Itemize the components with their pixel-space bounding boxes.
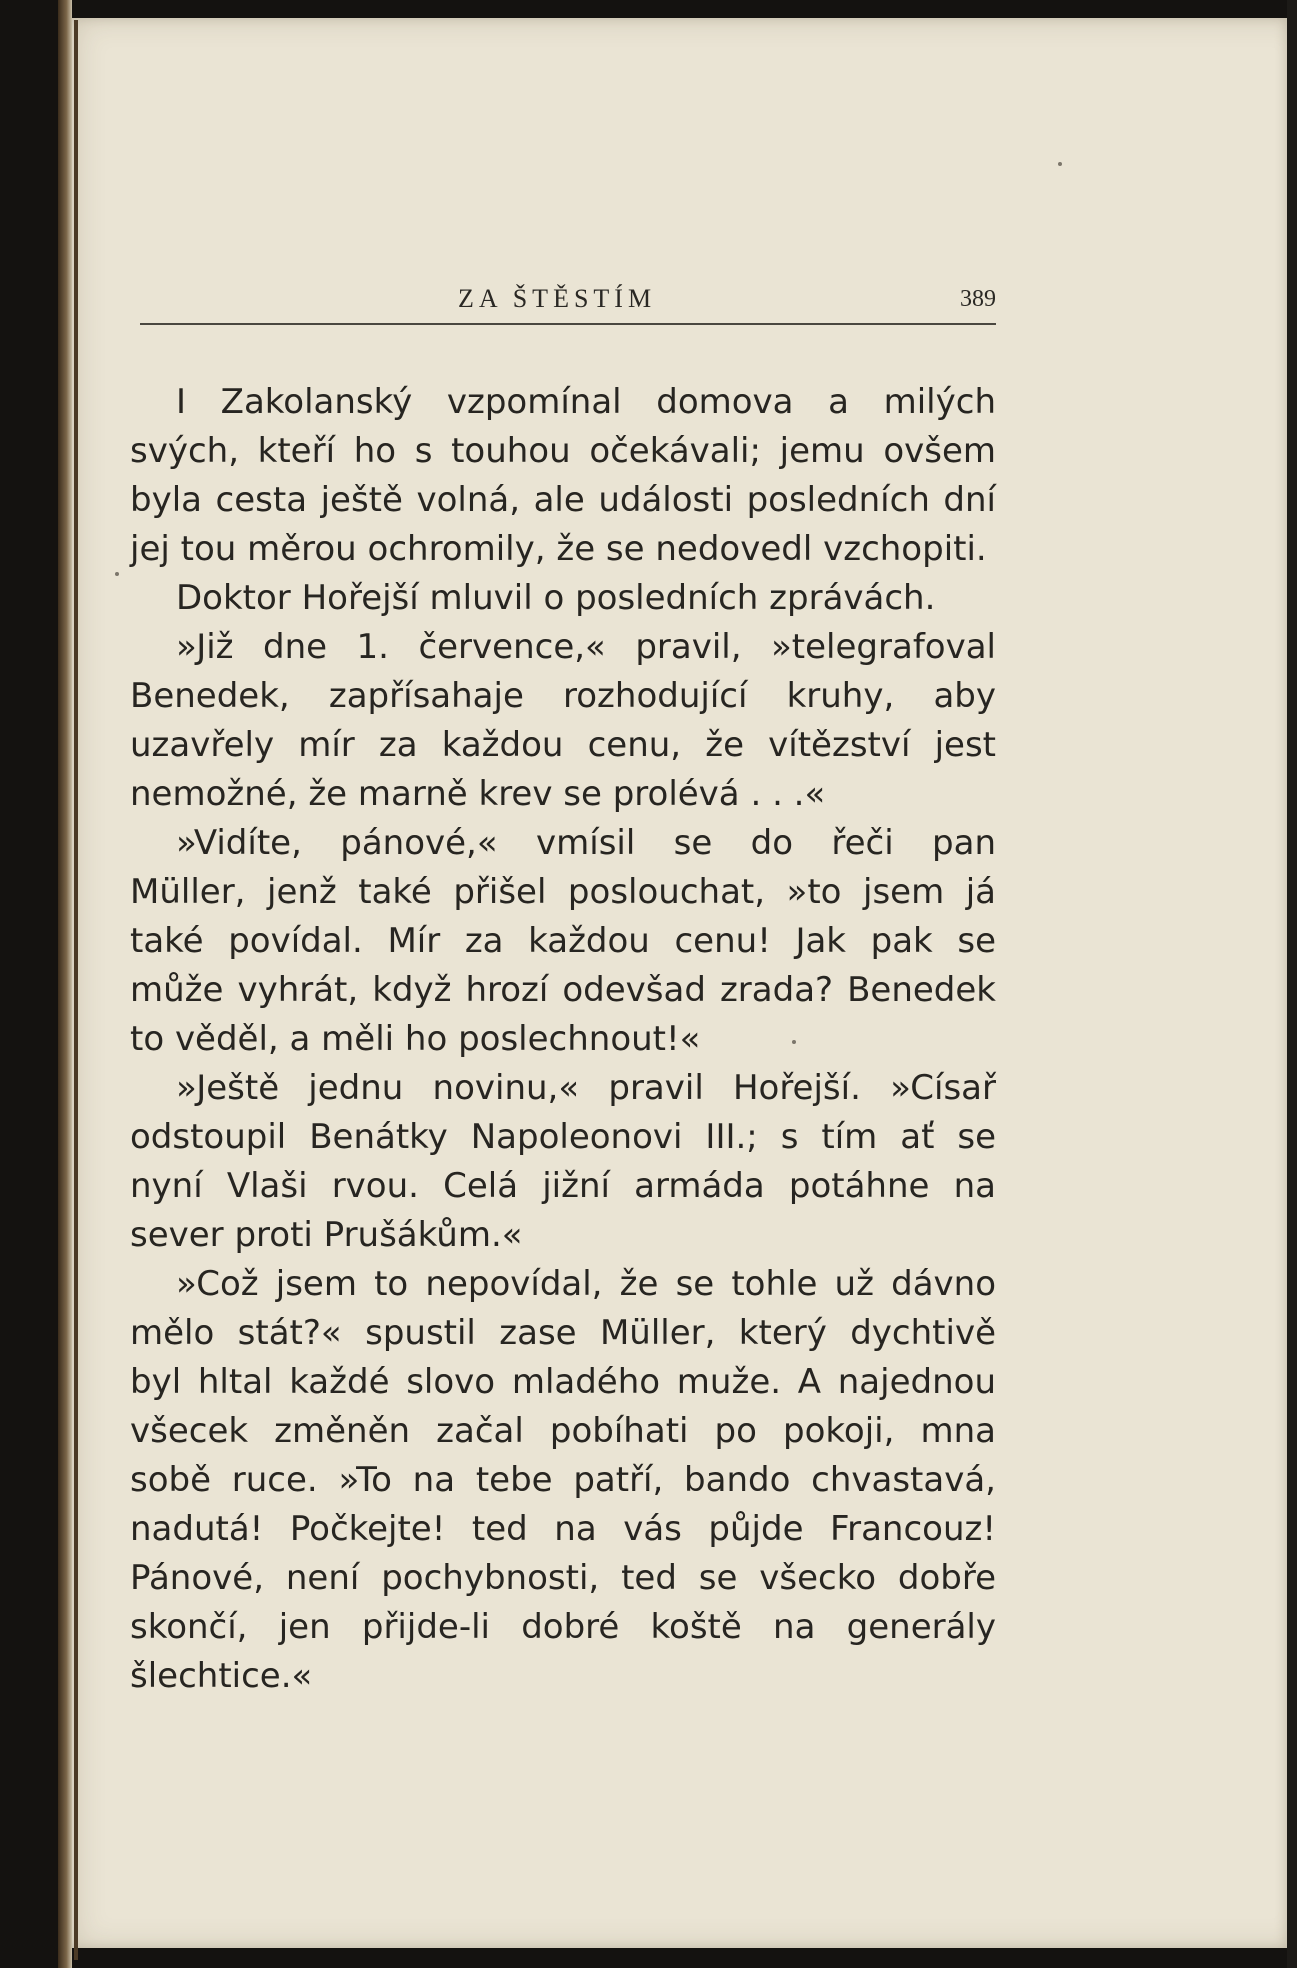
text-line: mělo stát?« spustil zase Müller, který dychtivě [130, 1313, 996, 1353]
text-line: uzavřely mír za každou cenu, že vítězství jest [130, 725, 996, 765]
text-line: může vyhrát, když hrozí odevšad zrada? Benedek [130, 970, 996, 1010]
text-line: Müller, jenž také přišel poslouchat, »to jsem já [130, 872, 996, 912]
text-line: také povídal. Mír za každou cenu! Jak pak se [130, 921, 996, 961]
running-header [140, 276, 996, 328]
text-line: svých, kteří ho s touhou očekávali; jemu ovšem [130, 431, 996, 471]
text-line: to věděl, a měli ho poslechnout!« [130, 1019, 701, 1059]
gutter-shadow [74, 20, 78, 1960]
text-line: šlechtice.« [130, 1656, 313, 1696]
text-line: »Vidíte, pánové,« vmísil se do řeči pan [176, 823, 996, 863]
text-line: jej tou měrou ochromily, že se nedovedl vzchopiti. [130, 529, 987, 569]
text-line: nyní Vlaši rvou. Celá jižní armáda potáhne na [130, 1166, 996, 1206]
text-line: I Zakolanský vzpomínal domova a milých [176, 382, 996, 422]
text-line: skončí, jen přijde-li dobré koště na generály [130, 1607, 996, 1647]
body-text [130, 378, 996, 1701]
running-title: ZA ŠTĚSTÍM [458, 284, 657, 313]
text-line: Pánové, není pochybnosti, ted se všecko dobře [130, 1558, 996, 1598]
text-line: byl hltal každé slovo mladého muže. A najednou [130, 1362, 996, 1402]
page-number: 389 [960, 286, 996, 312]
text-line: všecek změněn začal pobíhati po pokoji, mna [130, 1411, 996, 1451]
text-line: nadutá! Počkejte! ted na vás půjde Francouz! [130, 1509, 996, 1549]
text-line: »Ještě jednu novinu,« pravil Hořejší. »Císař [176, 1068, 996, 1108]
paper-speck [115, 572, 119, 576]
text-line: sobě ruce. »To na tebe patří, bando chvastavá, [130, 1460, 996, 1500]
text-line: Benedek, zapřísahaje rozhodující kruhy, aby [130, 676, 996, 716]
text-line: »Což jsem to nepovídal, že se tohle už dávno [176, 1264, 996, 1304]
paper-speck [1058, 162, 1062, 166]
text-line: odstoupil Benátky Napoleonovi III.; s tím ať se [130, 1117, 996, 1157]
paper-speck [792, 1040, 796, 1044]
text-line: Doktor Hořejší mluvil o posledních zprávách. [176, 578, 936, 618]
page-edge [1287, 0, 1297, 1968]
header-rule [140, 323, 996, 325]
book-spine [58, 0, 72, 1968]
text-line: nemožné, že marně krev se prolévá . . .« [130, 774, 826, 814]
text-line: sever proti Prušákům.« [130, 1215, 523, 1255]
text-line: byla cesta ještě volná, ale události posledních dní [130, 480, 996, 520]
text-line: »Již dne 1. července,« pravil, »telegrafoval [176, 627, 996, 667]
